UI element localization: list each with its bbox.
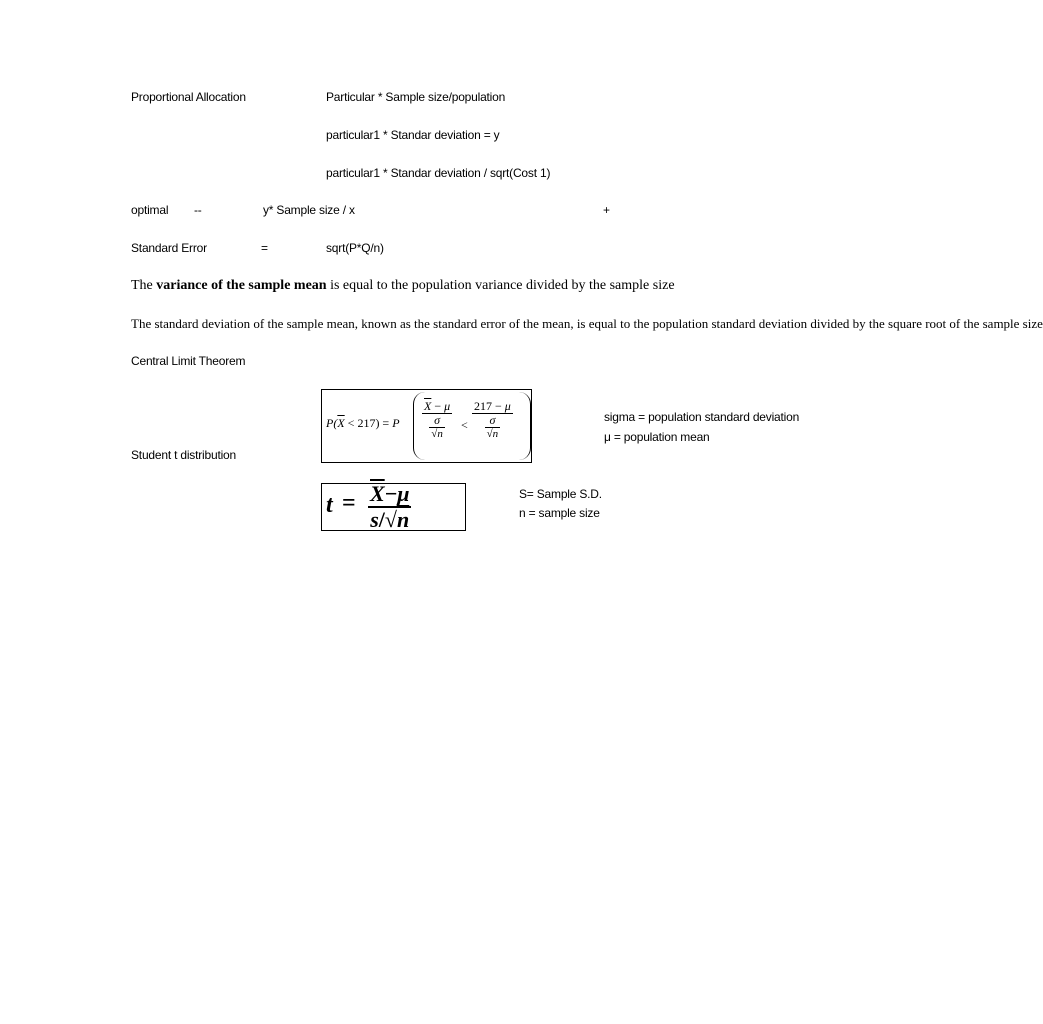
proportional-allocation-formula: Particular * Sample size/population	[326, 90, 506, 104]
clt-frac-sqrt: √	[431, 428, 438, 441]
t-mu: μ	[397, 481, 410, 506]
clt-lt-217: < 217) =	[344, 416, 393, 430]
clt-less-than: <	[461, 418, 468, 432]
t-n: n	[397, 507, 410, 533]
clt-right-fraction	[472, 400, 513, 440]
standard-error-formula: sqrt(P*Q/n)	[326, 241, 384, 255]
student-t-heading: Student t distribution	[131, 448, 237, 462]
central-limit-theorem-heading: Central Limit Theorem	[131, 354, 246, 368]
t-minus: −	[384, 481, 398, 506]
t-slash: /	[378, 507, 385, 533]
optimal-label: optimal	[131, 203, 169, 217]
clt-mu-note: μ = population mean	[604, 430, 710, 444]
clt-frac2-n: n	[492, 428, 499, 441]
clt-frac2-sigma: σ	[489, 413, 496, 428]
clt-formula-box	[321, 389, 532, 463]
proportional-allocation-label: Proportional Allocation	[131, 90, 246, 104]
clt-sigma-note: sigma = population standard deviation	[604, 410, 800, 424]
standard-error-label: Standard Error	[131, 241, 207, 255]
clt-xbar: $\overline{X}$	[337, 416, 345, 430]
t-formula-box	[321, 483, 466, 531]
standard-deviation-paragraph: The standard deviation of the sample mean, known as the standard error of the mean, is equal to the population standard deviation divided by the square root of the sample size	[131, 316, 1043, 331]
particular-sd-cost-line: particular1 * Standar deviation / sqrt(Cost 1)	[326, 166, 551, 180]
variance-pre-text: The	[131, 278, 157, 293]
variance-post-text: is equal to the population variance divided by the sample size	[326, 278, 675, 293]
clt-p-open: P(	[326, 416, 338, 430]
clt-frac-n: n	[437, 428, 443, 441]
clt-frac2-minus: −	[492, 399, 505, 413]
t-n-note: n = sample size	[519, 506, 600, 520]
clt-frac-217: 217	[474, 399, 492, 413]
clt-frac-mu: μ	[444, 399, 451, 413]
t-s: s	[370, 507, 379, 533]
particular-sd-line: particular1 * Standar deviation = y	[326, 128, 500, 142]
clt-frac2-sqrt: √	[486, 428, 493, 441]
t-sqrt: √	[384, 507, 397, 533]
t-equals: =	[342, 490, 356, 516]
variance-bold-text: variance of the sample mean	[156, 278, 327, 293]
t-xbar: $\overline{X}$	[370, 481, 385, 506]
clt-p-rhs: P	[392, 416, 400, 430]
optimal-plus: +	[603, 203, 610, 217]
clt-frac-xbar: $\overline{X}$	[424, 399, 432, 413]
clt-probability-lhs	[326, 416, 400, 431]
t-s-note: S= Sample S.D.	[519, 487, 602, 501]
clt-frac-minus: −	[431, 399, 445, 413]
clt-left-fraction	[422, 400, 452, 440]
standard-error-equals: =	[261, 241, 268, 255]
variance-paragraph	[131, 278, 675, 294]
clt-frac2-mu: μ	[504, 399, 511, 413]
clt-frac-sigma: σ	[434, 413, 441, 428]
optimal-formula: y* Sample size / x	[263, 203, 355, 217]
optimal-separator: --	[194, 203, 202, 217]
t-symbol: t	[326, 492, 333, 518]
t-fraction	[368, 482, 411, 532]
